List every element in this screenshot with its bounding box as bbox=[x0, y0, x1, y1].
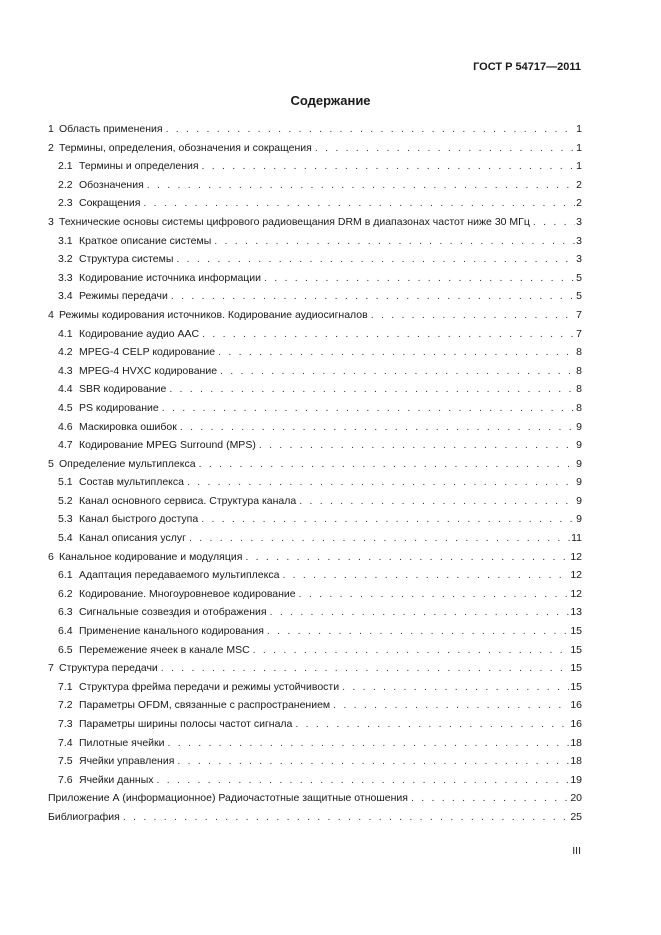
toc-entry-title: Кодирование MPEG Surround (MPS) bbox=[79, 439, 256, 452]
toc-entry-title: Канал быстрого доступа bbox=[79, 513, 199, 526]
toc-entry-page: 1 bbox=[576, 160, 582, 173]
toc-entry[interactable] bbox=[48, 513, 582, 532]
toc-entry-page: 15 bbox=[570, 662, 582, 675]
toc-leader-dots bbox=[282, 569, 569, 581]
toc-entry-page: 9 bbox=[576, 439, 582, 452]
toc-entry[interactable] bbox=[48, 290, 582, 309]
toc-entry-page: 1 bbox=[576, 141, 582, 154]
toc-entry-page: 16 bbox=[570, 699, 582, 712]
toc-leader-dots bbox=[176, 253, 575, 265]
toc-entry[interactable] bbox=[48, 439, 582, 458]
toc-entry-title: Пилотные ячейки bbox=[79, 736, 165, 749]
toc-entry-number: 5.1 bbox=[58, 476, 73, 489]
toc-leader-dots bbox=[214, 235, 575, 247]
page-number: III bbox=[572, 845, 581, 857]
toc-entry-title: MPEG-4 HVXC кодирование bbox=[79, 364, 218, 377]
toc-entry-number: 6.3 bbox=[58, 606, 73, 619]
toc-entry-number: 4.7 bbox=[58, 439, 73, 452]
toc-entry-page: 3 bbox=[576, 215, 582, 228]
toc-entry-page: 7 bbox=[576, 327, 582, 340]
toc-entry-page: 9 bbox=[576, 476, 582, 489]
toc-entry-page: 7 bbox=[576, 308, 582, 321]
toc-entry-number: 4.2 bbox=[58, 346, 73, 359]
toc-entry[interactable] bbox=[48, 755, 582, 774]
toc-entry-number: 6 bbox=[48, 550, 54, 563]
toc-entry-page: 1 bbox=[576, 123, 582, 135]
toc-leader-dots bbox=[264, 272, 575, 284]
toc-entry-number: 3.2 bbox=[58, 253, 73, 266]
toc-entry[interactable] bbox=[48, 662, 582, 681]
toc-entry-page: 5 bbox=[576, 271, 582, 284]
toc-entry-number: 7.6 bbox=[58, 773, 73, 786]
toc-entry[interactable] bbox=[48, 606, 582, 625]
toc-leader-dots bbox=[259, 439, 575, 451]
toc-entry[interactable] bbox=[48, 235, 582, 254]
toc-leader-dots bbox=[157, 774, 570, 786]
toc-leader-dots bbox=[187, 476, 575, 488]
toc-entry-number: 3.3 bbox=[58, 271, 73, 284]
toc-entry[interactable] bbox=[48, 699, 582, 718]
toc-entry-title: Структура системы bbox=[79, 253, 174, 266]
toc-entry-number: 2.1 bbox=[58, 160, 73, 173]
toc-entry-title: Канал описания услуг bbox=[79, 532, 186, 545]
toc-leader-dots bbox=[245, 551, 569, 563]
toc-leader-dots bbox=[333, 699, 569, 711]
toc-entry-title: MPEG-4 CELP кодирование bbox=[79, 346, 216, 359]
toc-entry-page: 9 bbox=[576, 494, 582, 507]
toc-entry[interactable] bbox=[48, 495, 582, 514]
toc-entry-title: Определение мультиплекса bbox=[59, 457, 196, 470]
toc-entry-page: 3 bbox=[576, 253, 582, 266]
toc-entry-page: 8 bbox=[576, 346, 582, 359]
toc-entry-number: 6.1 bbox=[58, 569, 73, 582]
toc-entry-number: 4.1 bbox=[58, 327, 73, 340]
toc-leader-dots bbox=[166, 123, 576, 135]
toc-leader-dots bbox=[202, 160, 576, 172]
toc-entry-page: 12 bbox=[570, 587, 582, 600]
toc-entry-title: Структура фрейма передачи и режимы устойчивости bbox=[79, 680, 340, 693]
toc-entry-title: Библиография bbox=[48, 810, 120, 823]
toc-entry-page: 15 bbox=[570, 680, 582, 693]
toc-entry-title: Ячейки данных bbox=[79, 773, 154, 786]
toc-entry-page: 9 bbox=[576, 420, 582, 433]
toc-entry-title: Маскировка ошибок bbox=[79, 420, 177, 433]
toc-entry[interactable] bbox=[48, 123, 582, 142]
toc-entry[interactable] bbox=[48, 681, 582, 700]
toc-leader-dots bbox=[180, 421, 575, 433]
toc-leader-dots bbox=[342, 681, 569, 693]
toc-entry-title: Технические основы системы цифрового радиовещания DRM в диапазонах частот ниже 30 МГц bbox=[59, 215, 530, 228]
toc-entry[interactable] bbox=[48, 142, 582, 161]
toc-entry[interactable] bbox=[48, 402, 582, 421]
toc-leader-dots bbox=[533, 216, 575, 228]
toc-entry-number: 2.3 bbox=[58, 197, 73, 210]
toc-leader-dots bbox=[189, 532, 570, 544]
toc-entry[interactable] bbox=[48, 309, 582, 328]
toc-entry-title: Термины и определения bbox=[79, 160, 199, 173]
toc-leader-dots bbox=[299, 495, 575, 507]
toc-entry-number: 7.2 bbox=[58, 699, 73, 712]
toc-entry-number: 2 bbox=[48, 141, 54, 154]
toc-entry-page: 20 bbox=[570, 792, 582, 805]
toc-entry-number: 4 bbox=[48, 308, 54, 321]
toc-entry-title: Обозначения bbox=[79, 178, 144, 191]
toc-leader-dots bbox=[371, 309, 575, 321]
toc-entry[interactable] bbox=[48, 644, 582, 663]
toc-entry[interactable] bbox=[48, 625, 582, 644]
toc-entry-number: 4.6 bbox=[58, 420, 73, 433]
toc-entry-title: Область применения bbox=[59, 123, 163, 135]
toc-entry-page: 8 bbox=[576, 401, 582, 414]
toc-entry-title: Применение канального кодирования bbox=[79, 625, 264, 638]
toc-entry[interactable] bbox=[48, 179, 582, 198]
toc-entry-number: 2.2 bbox=[58, 178, 73, 191]
toc-entry-title: Кодирование источника информации bbox=[79, 271, 262, 284]
toc-leader-dots bbox=[315, 142, 575, 154]
toc-leader-dots bbox=[177, 755, 569, 767]
toc-entry[interactable] bbox=[48, 774, 582, 793]
toc-leader-dots bbox=[162, 402, 575, 414]
toc-entry[interactable] bbox=[48, 421, 582, 440]
toc-entry-title: Адаптация передаваемого мультиплекса bbox=[79, 569, 280, 582]
toc-entry[interactable] bbox=[48, 253, 582, 272]
toc-entry-page: 9 bbox=[576, 457, 582, 470]
toc-entry-page: 2 bbox=[576, 178, 582, 191]
toc-leader-dots bbox=[295, 718, 569, 730]
toc-entry-page: 12 bbox=[570, 569, 582, 582]
toc-entry-number: 5 bbox=[48, 457, 54, 470]
toc-entry-title: Термины, определения, обозначения и сокращения bbox=[59, 141, 312, 154]
toc-entry[interactable] bbox=[48, 272, 582, 291]
toc-leader-dots bbox=[123, 811, 569, 823]
toc-entry-number: 5.4 bbox=[58, 532, 73, 545]
toc-entry-number: 4.3 bbox=[58, 364, 73, 377]
toc-entry-page: 9 bbox=[576, 513, 582, 526]
toc-entry-title: Режимы передачи bbox=[79, 290, 168, 303]
toc-entry-number: 3 bbox=[48, 215, 54, 228]
toc-leader-dots bbox=[147, 179, 575, 191]
toc-entry-page: 15 bbox=[570, 643, 582, 656]
toc-entry[interactable] bbox=[48, 532, 582, 551]
toc-leader-dots bbox=[411, 792, 569, 804]
toc-entry-number: 4.5 bbox=[58, 401, 73, 414]
toc-entry[interactable] bbox=[48, 346, 582, 365]
toc-entry-title: PS кодирование bbox=[79, 401, 159, 414]
toc-leader-dots bbox=[201, 513, 575, 525]
toc-entry-page: 8 bbox=[576, 383, 582, 396]
toc-entry[interactable] bbox=[48, 328, 582, 347]
toc-entry-title: Режимы кодирования источников. Кодирование аудиосигналов bbox=[59, 308, 368, 321]
table-of-contents bbox=[48, 123, 582, 830]
toc-entry-title: Ячейки управления bbox=[79, 755, 175, 768]
toc-entry-page: 15 bbox=[570, 625, 582, 638]
toc-entry-number: 5.3 bbox=[58, 513, 73, 526]
toc-entry[interactable] bbox=[48, 737, 582, 756]
toc-entry[interactable] bbox=[48, 458, 582, 477]
toc-entry-number: 3.4 bbox=[58, 290, 73, 303]
toc-leader-dots bbox=[171, 290, 575, 302]
toc-entry-page: 18 bbox=[570, 736, 582, 749]
toc-entry-page: 25 bbox=[570, 810, 582, 823]
toc-entry-number: 7.4 bbox=[58, 736, 73, 749]
toc-entry-number: 3.1 bbox=[58, 234, 73, 247]
toc-entry[interactable] bbox=[48, 551, 582, 570]
toc-entry-title: Кодирование. Многоуровневое кодирование bbox=[79, 587, 296, 600]
toc-entry-title: SBR кодирование bbox=[79, 383, 167, 396]
toc-entry-page: 16 bbox=[570, 718, 582, 730]
toc-entry-page: 19 bbox=[570, 773, 582, 786]
toc-leader-dots bbox=[220, 365, 575, 377]
toc-entry[interactable] bbox=[48, 476, 582, 495]
toc-leader-dots bbox=[161, 662, 570, 674]
toc-leader-dots bbox=[299, 588, 570, 600]
toc-leader-dots bbox=[218, 346, 575, 358]
toc-entry[interactable] bbox=[48, 792, 582, 811]
toc-entry-title: Структура передачи bbox=[59, 662, 158, 675]
toc-leader-dots bbox=[267, 625, 569, 637]
toc-entry-title: Канал основного сервиса. Структура канала bbox=[79, 494, 297, 507]
toc-entry-title: Состав мультиплекса bbox=[79, 476, 184, 489]
toc-entry-number: 6.5 bbox=[58, 643, 73, 656]
toc-title: Содержание bbox=[290, 93, 371, 108]
toc-entry-number: 6.2 bbox=[58, 587, 73, 600]
toc-entry[interactable] bbox=[48, 365, 582, 384]
toc-entry-title: Перемежение ячеек в канале MSC bbox=[79, 643, 250, 656]
toc-leader-dots bbox=[169, 383, 575, 395]
toc-entry-page: 18 bbox=[570, 755, 582, 768]
toc-entry-title: Краткое описание системы bbox=[79, 234, 212, 247]
toc-entry-page: 3 bbox=[576, 234, 582, 247]
toc-entry-number: 7 bbox=[48, 662, 54, 675]
toc-leader-dots bbox=[168, 737, 570, 749]
toc-entry-number: 6.4 bbox=[58, 625, 73, 638]
toc-entry-title: Кодирование аудио AAC bbox=[79, 327, 200, 340]
toc-entry-page: 13 bbox=[570, 606, 582, 619]
toc-entry[interactable] bbox=[48, 216, 582, 235]
document-code: ГОСТ Р 54717—2011 bbox=[473, 61, 581, 73]
toc-entry-page: 8 bbox=[576, 364, 582, 377]
toc-entry-number: 5.2 bbox=[58, 494, 73, 507]
toc-entry-number: 7.5 bbox=[58, 755, 73, 768]
toc-entry-page: 5 bbox=[576, 290, 582, 303]
toc-leader-dots bbox=[199, 458, 576, 470]
toc-entry-page: 11 bbox=[571, 532, 582, 545]
toc-entry-page: 12 bbox=[570, 550, 582, 563]
toc-entry-number: 7.3 bbox=[58, 718, 73, 730]
toc-entry[interactable] bbox=[48, 569, 582, 588]
toc-leader-dots bbox=[253, 644, 570, 656]
toc-entry[interactable] bbox=[48, 383, 582, 402]
toc-entry-number: 1 bbox=[48, 123, 54, 135]
toc-entry-title: Канальное кодирование и модуляция bbox=[59, 550, 243, 563]
toc-entry-title: Сокращения bbox=[79, 197, 141, 210]
toc-entry-title: Сигнальные созвездия и отображения bbox=[79, 606, 267, 619]
toc-entry-title: Параметры OFDM, связанные с распространением bbox=[79, 699, 331, 712]
toc-entry-title: Параметры ширины полосы частот сигнала bbox=[79, 718, 293, 730]
toc-entry[interactable] bbox=[48, 718, 582, 737]
toc-entry-number: 7.1 bbox=[58, 680, 73, 693]
toc-entry-page: 2 bbox=[576, 197, 582, 210]
toc-leader-dots bbox=[143, 197, 575, 209]
toc-entry[interactable] bbox=[48, 811, 582, 830]
toc-entry-title: Приложение А (информационное) Радиочастотные защитные отношения bbox=[48, 792, 408, 805]
toc-entry[interactable] bbox=[48, 160, 582, 179]
toc-entry[interactable] bbox=[48, 588, 582, 607]
toc-leader-dots bbox=[270, 606, 570, 618]
toc-entry[interactable] bbox=[48, 197, 582, 216]
toc-leader-dots bbox=[202, 328, 575, 340]
toc-entry-number: 4.4 bbox=[58, 383, 73, 396]
